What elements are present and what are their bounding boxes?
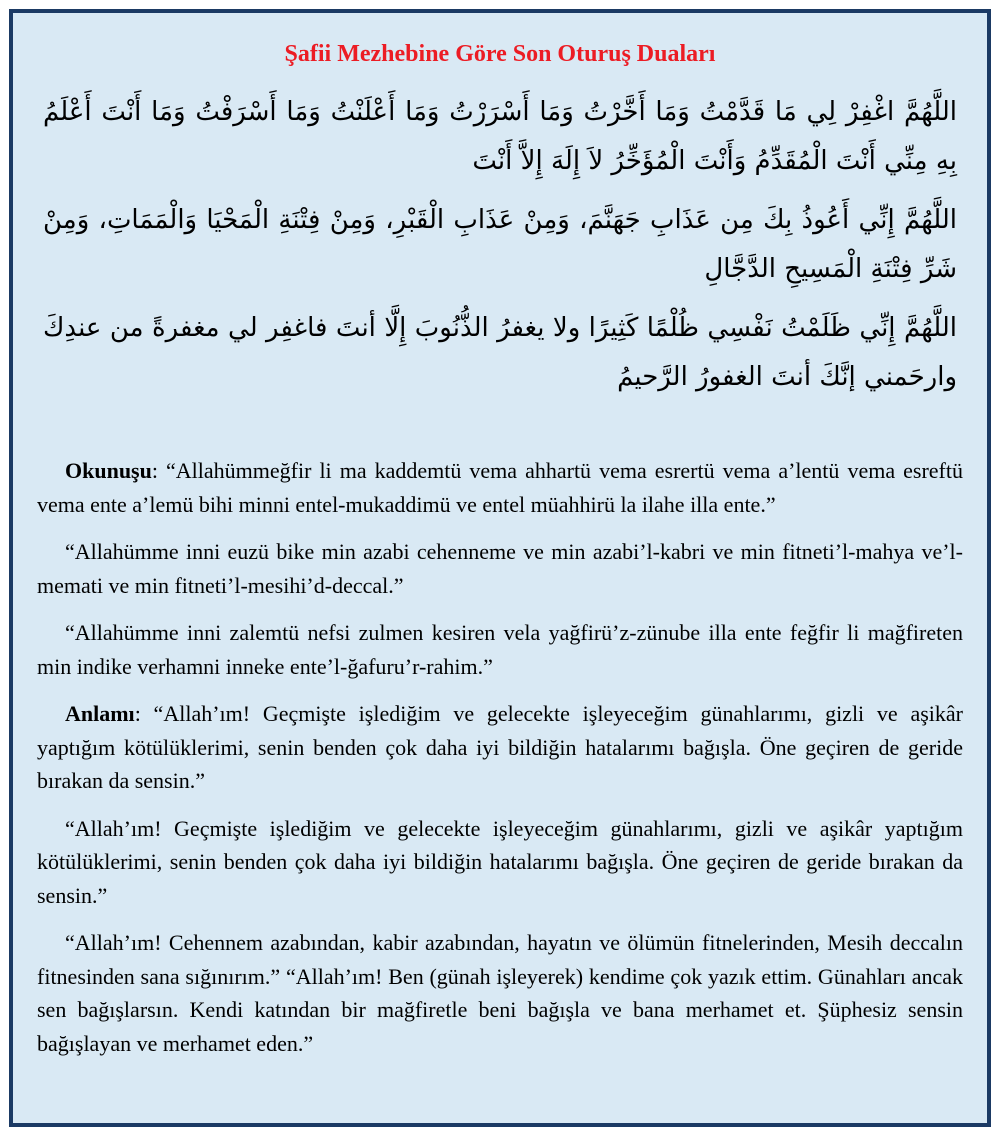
arabic-prayer-mercy: اللَّهُمَّ إِنِّي ظَلَمْتُ نَفْسِي ظُلْمًا كَثِيرًا ولا يغفرُ الذُّنُوبَ إِلَّا أنتَ فاغفِر لي مغفرةً من عندِكَ وارحَمني إنَّكَ أنتَ الغفورُ الرَّحيمُ [43,313,957,392]
transliteration-text-2: “Allahümme inni euzü bike min azabi cehenneme ve min azabi’l-kabri ve min fitneti’l-mahya ve’l-memati ve min fitneti’l-mesihi’d-deccal.” [37,539,963,598]
turkish-text-section [37,454,963,1060]
arabic-prayer-forgiveness: اللَّهُمَّ اغْفِرْ لِي مَا قَدَّمْتُ وَمَا أَخَّرْتُ وَمَا أَسْرَرْتُ وَمَا أَعْلَنْتُ وَمَا أَسْرَفْتُ وَمَا أَنْتَ أَعْلَمُ بِهِ مِنِّي أَنْتَ الْمُقَدِّمُ وَأَنْتَ الْمُؤَخِّرُ لاَ إِلَهَ إِلاَّ أَنْتَ [43,97,957,176]
transliteration-paragraph-3 [37,616,963,683]
anlami-label: Anlamı [65,701,135,726]
okunusu-label: Okunuşu [65,458,152,483]
meaning-text-2: “Allah’ım! Geçmişte işlediğim ve gelecekte işleyeceğim günahlarımı, gizli ve aşikâr yaptığım kötülüklerimi, senin benden çok daha iyi bildiğin hatalarımı bağışla. Öne geçiren de geride bırakan da sensin.” [37,815,963,908]
meaning-paragraph-2 [37,812,963,913]
document-card [9,9,991,1127]
arabic-prayers-section [43,88,957,402]
meaning-paragraph-3 [37,926,963,1060]
transliteration-paragraph-2 [37,535,963,602]
transliteration-text-1: : “Allahümmeğfir li ma kaddemtü vema ahhartü vema esrertü vema a’lentü vema esreftü vema ente a’lemü bihi minni entel-mukaddimü ve entel müahhirü la ilahe illa ente.” [37,458,963,517]
transliteration-text-3: “Allahümme inni zalemtü nefsi zulmen kesiren vela yağfirü’z-zünube illa ente feğfir li mağfireten min indike verhamni inneke ente’l-ğafuru’r-rahim.” [37,620,963,679]
meaning-text-1: : “Allah’ım! Geçmişte işlediğim ve gelecekte işleyeceğim günahlarımı, gizli ve aşikâr yaptığım kötülüklerimi, senin benden çok daha iyi bildiğin hatalarımı bağışla. Öne geçiren de geride bırakan da sensin.” [37,701,963,793]
meaning-paragraph-1 [37,697,963,798]
page-title: Şafii Mezhebine Göre Son Oturuş Duaları [284,41,716,67]
arabic-prayer-refuge: اللَّهُمَّ إِنِّي أَعُوذُ بِكَ مِن عَذَابِ جَهَنَّمَ، وَمِنْ عَذَابِ الْقَبْرِ، وَمِنْ فِتْنَةِ الْمَحْيَا وَالْمَمَاتِ، وَمِنْ شَرِّ فِتْنَةِ الْمَسِيحِ الدَّجَّالِ [43,205,957,284]
transliteration-paragraph-1 [37,454,963,521]
meaning-text-3: “Allah’ım! Cehennem azabından, kabir azabından, hayatın ve ölümün fitnelerinden, Mesih deccalın fitnesinden sana sığınırım.” “Allah’ım! Ben (günah işleyerek) kendime çok yazık ettim. Günahları ancak sen bağışlarsın. Kendi katından bir mağfiretle beni bağışla ve bana merhamet et. Şüphesiz sensin bağışlayan ve merhamet eden.” [37,930,963,1056]
